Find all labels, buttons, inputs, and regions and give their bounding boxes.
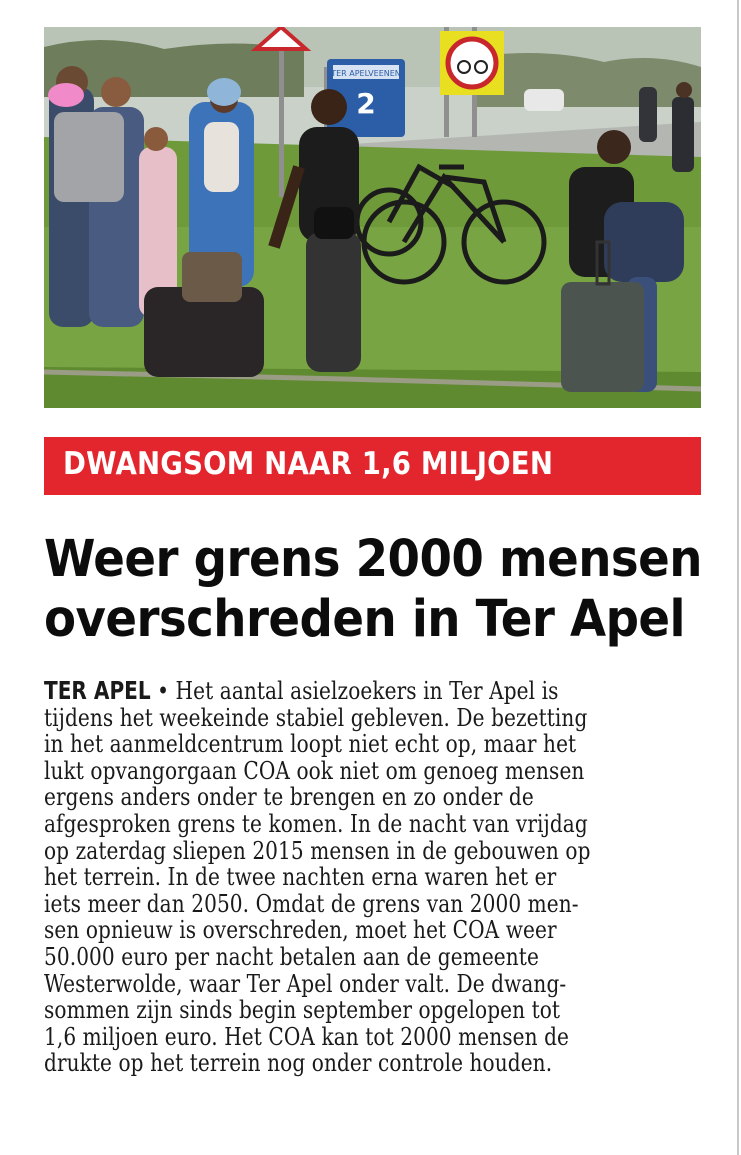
article-line: 1,6 miljoen euro. Het COA kan tot 2000 mensen de <box>44 1021 570 1051</box>
article-line: afgesproken grens te komen. In de nacht van vrijdag <box>44 808 588 838</box>
kicker-text: DWANGSOM NAAR 1,6 MILJOEN <box>63 446 554 482</box>
kicker-banner <box>44 437 701 495</box>
article-line: ergens anders onder te brengen en zo onder de <box>44 782 534 812</box>
article-line: in het aanmeldcentrum loopt niet echt op, maar het <box>44 729 577 759</box>
headline-line-2: overschreden in Ter Apel <box>44 590 685 649</box>
article-line: lukt opvangorgaan COA ook niet om genoeg mensen <box>44 755 585 785</box>
article-line: Westerwolde, waar Ter Apel onder valt. De dwang- <box>44 968 567 998</box>
article-line: op zaterdag sliepen 2015 mensen in de gebouwen op <box>44 835 591 865</box>
article-line <box>44 678 618 705</box>
distant-car <box>524 89 564 111</box>
article-line: 50.000 euro per nacht betalen aan de gemeente <box>44 941 539 971</box>
suitcase-grey <box>561 282 644 392</box>
dateline-separator: • <box>150 676 176 705</box>
road-sign-text: TER APELVEENEN <box>331 69 401 78</box>
article-line: iets meer dan 2050. Omdat de grens van 2000 men- <box>44 888 579 918</box>
article-line: het terrein. In de twee nachten erna waren het er <box>44 862 557 892</box>
article-body <box>44 678 741 1077</box>
article-photo <box>44 27 701 408</box>
headline-line-1: Weer grens 2000 mensen <box>44 530 702 589</box>
article-line: tijdens het weekeinde stabiel gebleven. De bezetting <box>44 702 588 732</box>
article-line: sen opnieuw is overschreden, moet het COA weer <box>44 915 557 945</box>
headline <box>44 530 741 650</box>
article-first-line: Het aantal asielzoekers in Ter Apel is <box>175 676 559 705</box>
article-line: sommen zijn sinds begin september opgelopen tot <box>44 995 561 1025</box>
dateline: TER APEL <box>44 676 151 705</box>
photo-illustration <box>44 27 701 408</box>
road-sign-number: 2 <box>356 87 376 120</box>
article-line: drukte op het terrein nog onder controle houden. <box>44 1048 553 1078</box>
